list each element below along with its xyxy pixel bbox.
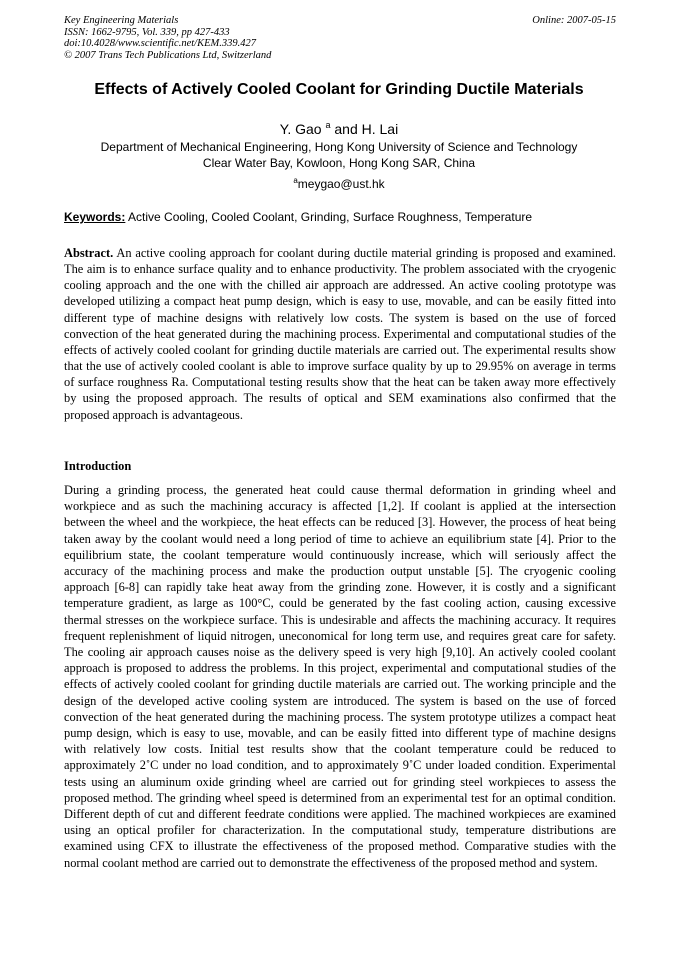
email-address: meygao@ust.hk (297, 177, 385, 191)
author-conjunction: and (334, 121, 358, 137)
journal-name: Key Engineering Materials (64, 15, 179, 26)
journal-header (64, 15, 616, 61)
introduction-heading: Introduction (64, 459, 132, 473)
keywords-text: Active Cooling, Cooled Coolant, Grinding, Surface Roughness, Temperature (128, 210, 533, 224)
doi-line: doi:10.4028/www.scientific.net/KEM.339.427 (64, 38, 256, 49)
online-date: Online: 2007-05-15 (532, 15, 616, 26)
author-gao-affil-mark: a (325, 120, 331, 130)
issn-line: ISSN: 1662-9795, Vol. 339, pp 427-433 (64, 26, 230, 38)
affiliation-line-2: Clear Water Bay, Kowloon, Hong Kong SAR, China (202, 156, 476, 170)
introduction-text: During a grinding process, the generated heat could cause thermal deformation in grinding wheel and workpiece and as such the machining accuracy is affected [1,2]. If coolant is applied at the intersection between the wheel and the workpiece, the heat effects can be reduced [3]. However, the process of heat being taken away by the coolant would need a long period of time to achieve an equilibrium state [4]. Prior to the equilibrium state, the coolant temperature would continuously increase, which will seriously affect the accuracy of the machining process and make the production output unstable [5]. The cryogenic cooling approach [6-8] can rapidly take heat away from the grinding zone. However, it is costly and a significant temperature gradient, as large as 100°C, could be generated by the fast cooling action, causing excessive thermal stresses on the workpiece surface. This is undesirable and affects the machining accuracy. It requires frequent replenishment of liquid nitrogen, uneconomical for long term use, and requires great care for safety. The cooling air approach causes noise as the delivery speed is very high [9,10]. An actively cooled coolant approach is proposed to address the problems. In this project, experimental and computational studies of the effects of actively cooled coolant for grinding ductile materials are carried out. The working principle and the design of the developed active cooling system are introduced. The system is based on the use of forced convection of the heat generated during the machining process. The system prototype utilizes a compact heat pump design, which is easy to use, movable, and can be easily fitted into different type of machine designs with relatively low costs. Initial test results show that the coolant temperature could be reduced to approximately 2˚C under no load condition, and to approximately 9˚C under loaded condition. Experimental tests using an aluminum oxide grinding wheel are carried out for grinding steel workpieces to assess the proposed method. The grinding wheel speed is determined from an experimental test for an optimal condition. Different depth of cut and different feedrate conditions were applied. The machined workpieces are examined using an optical profiler for characterization. In the computational study, temperature distributions are examined using CFX to illustrate the effectiveness of the proposed method. Comparative studies with the normal coolant method are carried out to demonstrate the effectiveness of the proposed method and system. (64, 483, 616, 870)
abstract-label: Abstract. (64, 246, 114, 260)
keywords-label: Keywords: (64, 210, 126, 224)
affiliation (20, 139, 658, 171)
author-email (20, 173, 658, 192)
author-line (20, 116, 658, 138)
email-affil-mark: a (293, 176, 298, 185)
abstract-text: An active cooling approach for coolant during ductile material grinding is proposed and examined. The aim is to enhance surface quality and to enhance productivity. The problem associated with the cryogenic cooling approach and the one with the chilled air approach are addressed. An active cooling prototype was developed utilizing a compact heat pump design, which is easy to use, movable, and can be easily fitted into different type of machine designs with relatively low costs. The system is based on the use of forced convection of the heat generated during the machining process. Experimental and computational studies of the effects of actively cooled coolant for grinding ductile materials are carried out. The experimental results show that the use of actively cooled coolant is able to improve surface quality by up to 29.95% on average in terms of surface roughness Ra. Computational testing results show that the heat can be taken away more effectively by using the proposed approach. The results of optical and SEM examinations also confirmed that the proposed approach is advantageous. (64, 246, 616, 422)
author-gao: Y. Gao (279, 121, 322, 137)
abstract (64, 245, 616, 423)
paper-title: Effects of Actively Cooled Coolant for Grinding Ductile Materials (94, 81, 584, 98)
author-lai: H. Lai (361, 121, 399, 137)
affiliation-line-1: Department of Mechanical Engineering, Hong Kong University of Science and Technology (100, 140, 578, 154)
keywords (64, 209, 616, 225)
copyright-line: © 2007 Trans Tech Publications Ltd, Switzerland (64, 49, 272, 61)
